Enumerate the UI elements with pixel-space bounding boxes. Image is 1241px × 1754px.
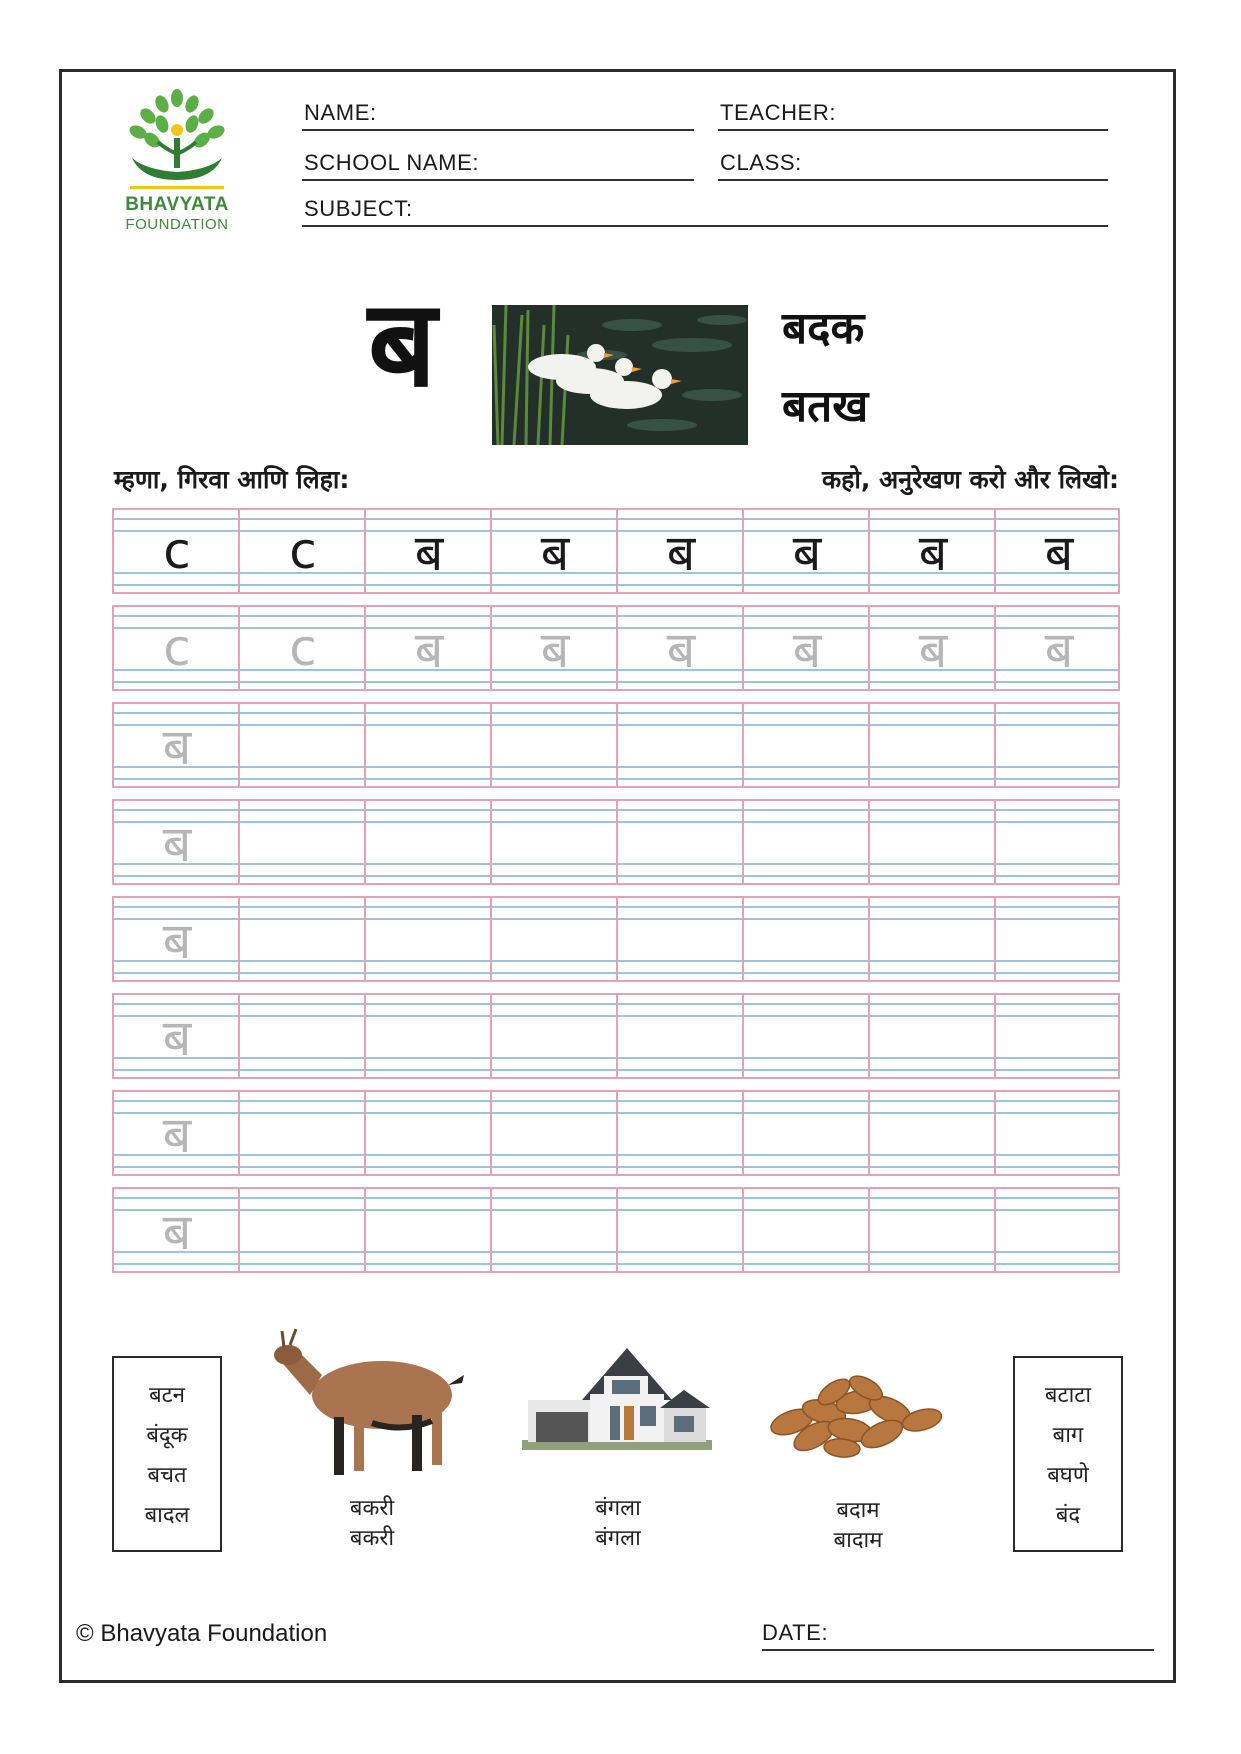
left-word: बादल — [144, 1503, 190, 1528]
writing-cell[interactable] — [366, 801, 492, 883]
writing-cell[interactable] — [744, 801, 870, 883]
writing-cell[interactable] — [618, 1189, 744, 1271]
trace-cell[interactable]: c — [163, 619, 191, 677]
date-field[interactable] — [762, 1620, 1154, 1651]
right-word: बघणे — [1047, 1463, 1089, 1488]
stroke-step-cell: c — [289, 522, 317, 580]
right-word: बंद — [1055, 1503, 1081, 1528]
left-word: बचत — [147, 1463, 187, 1488]
almonds-caption-hindi: बादाम — [833, 1528, 883, 1553]
trace-cell[interactable]: ब — [162, 815, 192, 873]
stroke-step-cell: ब — [792, 524, 822, 582]
writing-cell[interactable] — [366, 1189, 492, 1271]
trace-cell[interactable]: ब — [414, 621, 444, 679]
right-word: बाग — [1052, 1423, 1084, 1448]
writing-cell[interactable] — [870, 801, 996, 883]
instruction-marathi: म्हणा, गिरवा आणि लिहा: — [114, 465, 350, 494]
subject-label: SUBJECT: — [304, 196, 413, 221]
writing-cell[interactable] — [996, 995, 1122, 1077]
trace-cell[interactable]: ब — [162, 912, 192, 970]
stroke-step-cell: ब — [540, 524, 570, 582]
almonds-caption-marathi: बदाम — [836, 1498, 880, 1523]
writing-cell[interactable] — [618, 995, 744, 1077]
writing-cell[interactable] — [618, 704, 744, 786]
house-caption-hindi: बंगला — [595, 1526, 641, 1551]
writing-cell[interactable] — [996, 801, 1122, 883]
goat-caption-hindi: बकरी — [349, 1526, 395, 1551]
left-word: बटन — [149, 1383, 185, 1408]
practice-row — [112, 508, 1120, 594]
writing-cell[interactable] — [240, 1189, 366, 1271]
practice-row — [112, 702, 1120, 788]
writing-cell[interactable] — [744, 995, 870, 1077]
writing-cell[interactable] — [240, 898, 366, 980]
writing-cell[interactable] — [618, 898, 744, 980]
practice-row — [112, 605, 1120, 691]
writing-cell[interactable] — [996, 1189, 1122, 1271]
instruction-hindi: कहो, अनुरेखण करो और लिखो: — [821, 465, 1119, 494]
trace-cell[interactable]: ब — [162, 1203, 192, 1261]
practice-row — [112, 896, 1120, 982]
main-letter: ब — [368, 275, 437, 414]
teacher-label: TEACHER: — [720, 100, 837, 125]
trace-cell[interactable]: ब — [666, 621, 696, 679]
stroke-step-cell: ब — [918, 524, 948, 582]
name-label: NAME: — [304, 100, 377, 125]
trace-cell[interactable]: c — [289, 619, 317, 677]
writing-cell[interactable] — [366, 995, 492, 1077]
house-icon — [522, 1340, 712, 1450]
logo-subtitle: FOUNDATION — [125, 216, 229, 233]
writing-cell[interactable] — [492, 801, 618, 883]
practice-row — [112, 799, 1120, 885]
trace-cell[interactable]: ब — [162, 1009, 192, 1067]
writing-cell[interactable] — [744, 1189, 870, 1271]
practice-row — [112, 1187, 1120, 1273]
subject-field[interactable] — [302, 196, 1108, 227]
tree-hands-icon — [112, 88, 242, 194]
writing-cell[interactable] — [870, 1092, 996, 1174]
writing-cell[interactable] — [240, 1092, 366, 1174]
writing-cell[interactable] — [870, 1189, 996, 1271]
house-caption — [548, 1494, 688, 1554]
practice-row — [112, 993, 1120, 1079]
writing-cell[interactable] — [240, 704, 366, 786]
almonds-caption — [788, 1496, 928, 1556]
school-name-label: SCHOOL NAME: — [304, 150, 480, 175]
goat-caption-marathi: बकरी — [349, 1496, 395, 1521]
writing-cell[interactable] — [366, 1092, 492, 1174]
name-field[interactable] — [302, 100, 694, 131]
writing-cell[interactable] — [366, 898, 492, 980]
bhavyata-logo — [112, 88, 242, 238]
trace-cell[interactable]: ब — [162, 1106, 192, 1164]
hero-word-marathi: बदक — [782, 303, 865, 354]
stroke-step-cell: ब — [414, 524, 444, 582]
writing-cell[interactable] — [618, 1092, 744, 1174]
writing-cell[interactable] — [492, 898, 618, 980]
writing-cell[interactable] — [870, 898, 996, 980]
ducks-in-pond-image — [492, 305, 748, 445]
left-word-list — [112, 1356, 222, 1552]
house-caption-marathi: बंगला — [595, 1496, 641, 1521]
teacher-field[interactable] — [718, 100, 1108, 131]
goat-caption — [302, 1494, 442, 1554]
writing-cell[interactable] — [996, 1092, 1122, 1174]
practice-row — [112, 1090, 1120, 1176]
writing-cell[interactable] — [996, 704, 1122, 786]
class-label: CLASS: — [720, 150, 802, 175]
right-word-list — [1013, 1356, 1123, 1552]
trace-cell[interactable]: ब — [918, 621, 948, 679]
right-word: बटाटा — [1044, 1383, 1092, 1408]
copyright: © Bhavyata Foundation — [76, 1620, 328, 1647]
stroke-step-cell: ब — [666, 524, 696, 582]
goat-icon — [262, 1325, 472, 1485]
writing-cell[interactable] — [870, 704, 996, 786]
date-label: DATE: — [762, 1620, 829, 1645]
left-word: बंदूक — [146, 1423, 188, 1448]
writing-cell[interactable] — [492, 995, 618, 1077]
writing-cell[interactable] — [492, 704, 618, 786]
writing-cell[interactable] — [618, 801, 744, 883]
writing-cell[interactable] — [366, 704, 492, 786]
class-field[interactable] — [718, 150, 1108, 181]
stroke-step-cell: ब — [1044, 524, 1074, 582]
writing-cell[interactable] — [744, 898, 870, 980]
trace-cell[interactable]: ब — [1044, 621, 1074, 679]
writing-cell[interactable] — [996, 898, 1122, 980]
writing-cell[interactable] — [744, 704, 870, 786]
trace-cell[interactable]: ब — [162, 718, 192, 776]
writing-cell[interactable] — [870, 995, 996, 1077]
almonds-icon — [762, 1372, 952, 1462]
hero-word-hindi: बतख — [782, 381, 869, 432]
trace-cell[interactable]: ब — [792, 621, 822, 679]
stroke-step-cell: c — [163, 522, 191, 580]
writing-cell[interactable] — [492, 1092, 618, 1174]
writing-cell[interactable] — [240, 995, 366, 1077]
writing-cell[interactable] — [240, 801, 366, 883]
school-name-field[interactable] — [302, 150, 694, 181]
logo-name: BHAVYATA — [125, 194, 229, 215]
trace-cell[interactable]: ब — [540, 621, 570, 679]
writing-cell[interactable] — [744, 1092, 870, 1174]
writing-cell[interactable] — [492, 1189, 618, 1271]
